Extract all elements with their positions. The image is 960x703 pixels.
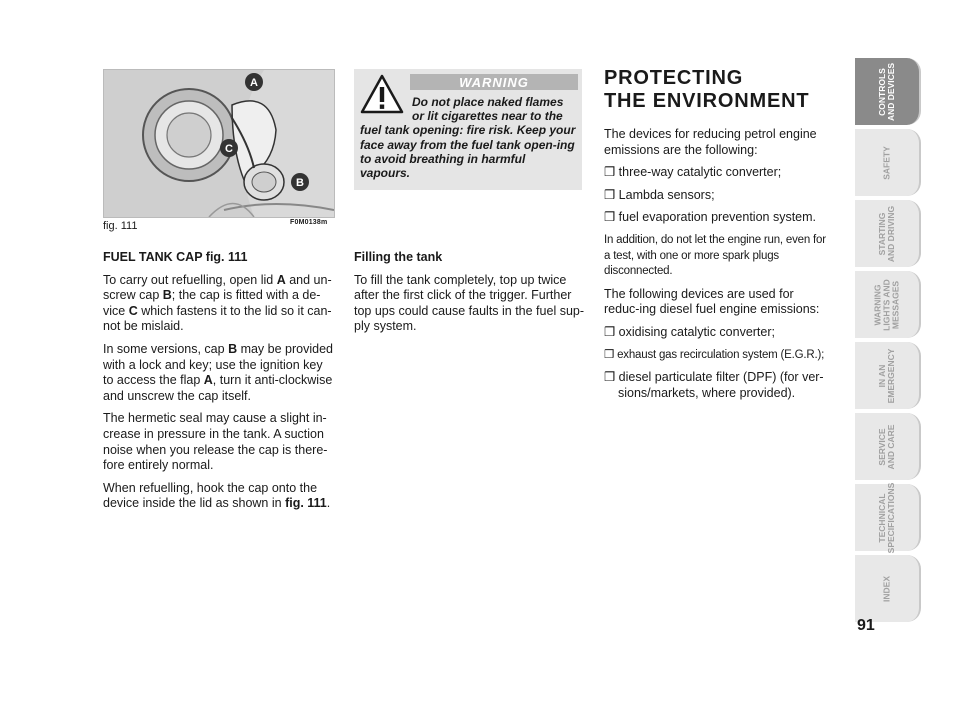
- warning-title: WARNING: [459, 75, 529, 90]
- section-tabs: [855, 58, 921, 626]
- warning-title-bar: [410, 74, 578, 90]
- figure-label-b: B: [296, 177, 304, 189]
- environment-section: [604, 127, 832, 408]
- fuel-cap-heading: FUEL TANK CAP fig. 111: [103, 250, 248, 264]
- filling-section: [354, 250, 584, 342]
- fuel-cap-illustration: [104, 70, 334, 217]
- environment-note: In addition, do not let the engine run, even for a test, with one or more spark plugs disconnected.: [604, 233, 826, 278]
- fuel-cap-paragraph-1: To carry out refuelling, open lid A and un-screw cap B; the cap is fitted with a de-vice C which fastens it to the lid so it can-not be mislaid.: [103, 272, 332, 334]
- filling-heading: Filling the tank: [354, 250, 443, 264]
- tab-warning-lights-and-messages[interactable]: WARNING LIGHTS AND MESSAGES: [855, 271, 921, 338]
- page-number: 91: [857, 617, 875, 634]
- environment-intro: The devices for reducing petrol engine emissions are the following:: [604, 127, 817, 157]
- warning-box: [354, 69, 582, 190]
- diesel-item-2: ❒ exhaust gas recirculation system (E.G.R.);: [604, 348, 825, 361]
- tab-technical-specifications[interactable]: TECHNICAL SPECIFICATIONS: [855, 484, 921, 551]
- figure-caption: fig. 111: [103, 220, 138, 232]
- petrol-item-2: ❒ Lambda sensors;: [604, 187, 715, 202]
- tab-controls-and-devices[interactable]: CONTROLS AND DEVICES: [855, 58, 921, 125]
- petrol-item-1: ❒ three-way catalytic converter;: [604, 165, 782, 180]
- filling-text: To fill the tank completely, top up twice after the first click of the trigger. Further top ups could cause faults in the fuel sup-ply system.: [354, 272, 585, 334]
- figure-label-a: A: [250, 77, 258, 89]
- figure-code: F0M0138m: [290, 219, 328, 226]
- figure-label-c: C: [225, 143, 233, 155]
- tab-index[interactable]: INDEX: [855, 555, 921, 622]
- fuel-cap-paragraph-4: When refuelling, hook the cap onto the device inside the lid as shown in fig. 111.: [103, 480, 331, 511]
- diesel-item-1: ❒ oxidising catalytic converter;: [604, 324, 775, 339]
- tab-starting-and-driving[interactable]: STARTING AND DRIVING: [855, 200, 921, 267]
- environment-title: PROTECTING THE ENVIRONMENT: [604, 67, 810, 112]
- tab-in-an-emergency[interactable]: IN AN EMERGENCY: [855, 342, 921, 409]
- diesel-intro: The following devices are used for reduc-ing diesel fuel engine emissions:: [604, 286, 820, 317]
- diesel-item-3: ❒ diesel particulate filter (DPF) (for ver-sions/markets, where provided).: [604, 370, 824, 400]
- petrol-item-3: ❒ fuel evaporation prevention system.: [604, 210, 817, 225]
- fuel-cap-figure: [103, 69, 335, 218]
- fuel-cap-paragraph-2: In some versions, cap B may be provided with a lock and key; use the ignition key to access the flap A, turn it anti-clockwise and unscrew the cap itself.: [103, 341, 333, 403]
- tab-service-and-care[interactable]: SERVICE AND CARE: [855, 413, 921, 480]
- warning-text: Do not place naked flames or lit cigarettes near to the fuel tank opening: fire risk. Keep your face away from the fuel tank open-ing to avoid breathing in harmful vapours.: [360, 95, 576, 181]
- fuel-cap-paragraph-3: The hermetic seal may cause a slight in-crease in pressure in the tank. A suction noise when you release the cap is there-fore entirely normal.: [103, 411, 328, 473]
- fuel-cap-section: [103, 250, 335, 519]
- tab-safety[interactable]: SAFETY: [855, 129, 921, 196]
